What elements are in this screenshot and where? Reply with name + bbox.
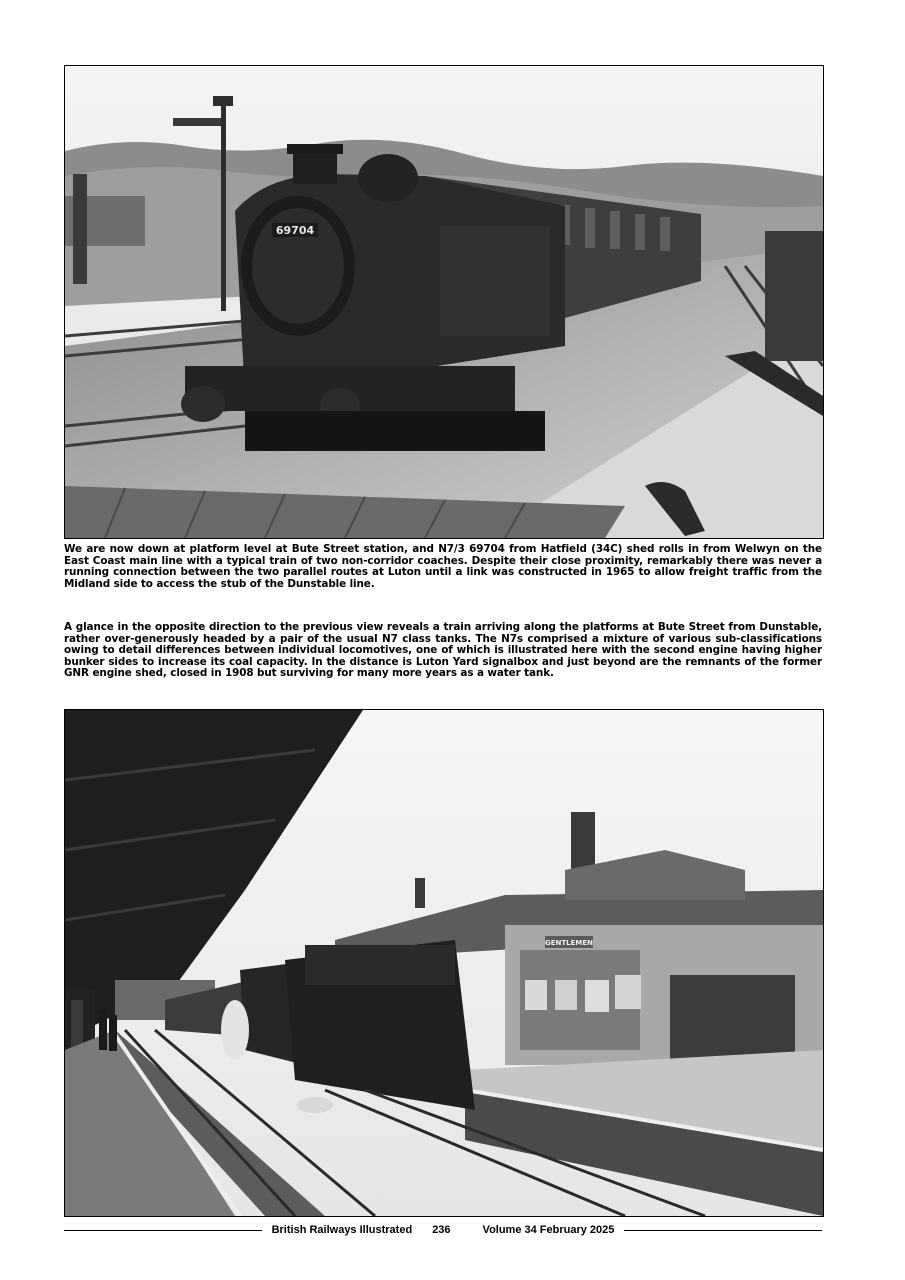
page-footer <box>64 1222 822 1238</box>
photo-caption-1: We are now down at platform level at Bute Street station, and N7/3 69704 from Hatfield (34C) shed rolls in from Welwyn on the East Coast main line with a typical train of two non-corridor coaches. Despite their close proximity, remarkably there was never a running connection between the two parallel routes at Luton until a link was constructed in 1965 to allow freight traffic from the Midland side to access the stub of the Dunstable line. <box>64 543 822 590</box>
smokebox-number-plate: 69704 <box>275 224 315 237</box>
footer-publication: British Railways Illustrated <box>271 1224 413 1236</box>
photo-bute-street-platform <box>64 709 824 1217</box>
photo-bute-street-platform-image <box>65 710 823 1216</box>
footer-issue: Volume 34 February 2025 <box>482 1224 615 1236</box>
gentlemen-sign: GENTLEMEN <box>544 939 594 947</box>
photo-locomotive-69704-image <box>65 66 823 538</box>
photo-locomotive-69704 <box>64 65 824 539</box>
footer-page-number: 236 <box>432 1224 451 1236</box>
footer-rule-left <box>64 1230 262 1231</box>
photo-caption-2: A glance in the opposite direction to the previous view reveals a train arriving along the platforms at Bute Street from Dunstable, rather over-generously headed by a pair of the usual N7 class tanks. The N7s comprised a mixture of various sub-classifications owing to detail differences between individual locomotives, one of which is illustrated here with the second engine having higher bunker sides to increase its coal capacity. In the distance is Luton Yard signalbox and just beyond are the remnants of the former GNR engine shed, closed in 1908 but surviving for many more years as a water tank. <box>64 621 822 679</box>
footer-rule-right <box>624 1230 822 1231</box>
